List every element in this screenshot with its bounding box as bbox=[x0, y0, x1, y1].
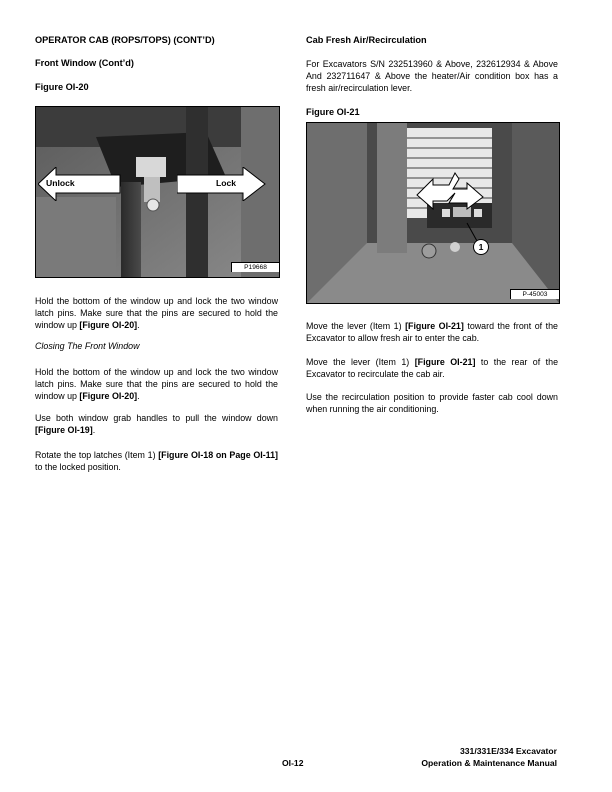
paragraph bbox=[35, 295, 278, 331]
paragraph-text: Hold the bottom of the window up and lock the two window latch pins. Make sure that the pins are secured to hold the window up bbox=[35, 296, 278, 330]
figure-reference: [Figure OI-21] bbox=[405, 321, 464, 331]
footer-model: 331/331E/334 Excavator bbox=[460, 746, 557, 756]
figure-reference: [Figure OI-18 on Page OI-11] bbox=[158, 450, 278, 460]
figure-reference: [Figure OI-20] bbox=[79, 320, 138, 330]
item-1-callout: 1 bbox=[478, 242, 484, 252]
figure-label-oi-21: Figure OI-21 bbox=[306, 107, 360, 117]
subsection-title: Front Window (Cont’d) bbox=[35, 58, 134, 68]
paragraph-end: toward the front of the Excavator to allow fresh air to enter the cab. bbox=[306, 321, 558, 343]
section-title: OPERATOR CAB (ROPS/TOPS) (CONT’D) bbox=[35, 35, 215, 45]
figure-oi-20-photo bbox=[35, 106, 280, 278]
intro-paragraph: For Excavators S/N 232513960 & Above, 232612934 & Above And 232711647 & Above the heater/Air condition box has a fresh air/recirculation lever. bbox=[306, 59, 558, 93]
paragraph: Use the recirculation position to provide faster cab cool down when running the air conditioning. bbox=[306, 392, 558, 414]
paragraph-end: . bbox=[137, 320, 140, 330]
unlock-label: Unlock bbox=[46, 178, 75, 188]
paragraph-end: . bbox=[137, 391, 140, 401]
paragraph bbox=[306, 356, 558, 380]
figure-reference: [Figure OI-21] bbox=[414, 357, 476, 367]
paragraph-text: Move the lever (Item 1) bbox=[306, 357, 415, 367]
cab-fresh-air-title: Cab Fresh Air/Recirculation bbox=[306, 35, 427, 45]
paragraph-end: . bbox=[92, 425, 96, 435]
paragraph bbox=[35, 449, 278, 473]
lock-label: Lock bbox=[216, 178, 237, 188]
paragraph-end: to the locked position. bbox=[35, 462, 121, 472]
photo-id: P19668 bbox=[231, 262, 279, 272]
footer-manual-title: Operation & Maintenance Manual bbox=[421, 758, 557, 768]
page-number: OI-12 bbox=[282, 758, 304, 768]
figure-reference: [Figure OI-19] bbox=[35, 425, 93, 435]
paragraph-end: to the rear of the Excavator to recirculate the cab air. bbox=[306, 357, 559, 379]
paragraph-text: Rotate the top latches (Item 1) bbox=[35, 450, 159, 460]
paragraph-text: Move the lever (Item 1) bbox=[306, 321, 406, 331]
photo-id: P-45003 bbox=[510, 289, 559, 299]
air-box-photo bbox=[307, 123, 559, 303]
paragraph bbox=[35, 412, 278, 436]
figure-label-oi-20: Figure OI-20 bbox=[35, 82, 89, 92]
figure-reference: [Figure OI-20] bbox=[79, 391, 138, 401]
figure-oi-21-photo bbox=[306, 122, 560, 304]
paragraph bbox=[35, 366, 278, 402]
closing-front-window-heading: Closing The Front Window bbox=[35, 341, 140, 351]
paragraph bbox=[306, 320, 558, 344]
paragraph-text: Hold the bottom of the window up and lock the two window latch pins. Make sure that the pins are secured to hold the window up bbox=[35, 367, 278, 401]
paragraph-text: Use both window grab handles to pull the window down bbox=[35, 413, 278, 423]
